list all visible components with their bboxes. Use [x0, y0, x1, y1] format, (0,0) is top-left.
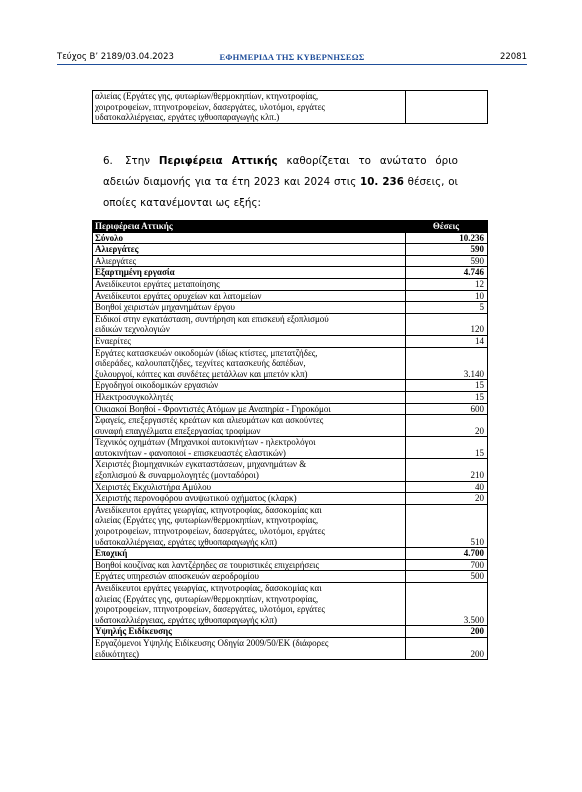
table-cell-value: 590 — [406, 244, 488, 256]
cell-line: Υψηλής Ειδίκευσης — [95, 626, 172, 637]
table-cell-value: 200 — [406, 626, 488, 638]
table-row — [93, 559, 488, 571]
table-header-row — [93, 221, 488, 233]
cell-line: Εποχική — [95, 548, 128, 559]
table-row — [93, 437, 488, 459]
table-cell-label — [93, 493, 406, 505]
cell-line: συναφή επαγγέλματα επεξεργασίας τροφίμων — [95, 425, 261, 436]
table-cell-label — [93, 481, 406, 493]
table-cell-label — [93, 583, 406, 626]
header-label: Περιφέρεια Αττικής — [93, 221, 406, 233]
cell-line: αλιείας (Εργάτες γης, φυτωρίων/θερμοκηπίων, κτηνοτροφίας, — [95, 91, 319, 101]
table-cell-value: 15 — [406, 380, 488, 392]
header-rule — [57, 64, 527, 65]
table-cell-value: 40 — [406, 481, 488, 493]
cell-line: Βοηθοί χειριστών μηχανημάτων έργου — [95, 302, 235, 313]
table-row — [93, 244, 488, 256]
table-row — [93, 626, 488, 638]
table-row — [93, 481, 488, 493]
table-cell-value: 510 — [406, 504, 488, 547]
cell-line: υδατοκαλλιέργειας, εργάτες ιχθυοπαραγωγής κλπ) — [95, 536, 277, 547]
table-cell-label — [93, 391, 406, 403]
cell-line: Ανειδίκευτοι εργάτες μεταποίησης — [95, 278, 220, 289]
table-row — [93, 267, 488, 279]
table-cell-value: 12 — [406, 278, 488, 290]
cell-line: υδατοκαλλιέργειας, εργάτες ιχθυοπαραγωγής κλπ) — [95, 614, 277, 625]
cell-line: ειδικότητες) — [95, 648, 139, 659]
table-cell-value: 4.746 — [406, 267, 488, 279]
cell-line: Οικιακοί Βοηθοί - Φροντιστές Ατόμων με Αναπηρία - Γηροκόμοι — [95, 403, 331, 414]
table-row — [93, 637, 488, 659]
table-cell-label — [93, 232, 406, 244]
total-positions: 10. 236 — [360, 176, 404, 188]
table-cell-value: 210 — [406, 459, 488, 481]
table-row — [93, 347, 488, 380]
cell-line: Εργαζόμενοι Υψηλής Ειδίκευσης Οδηγία 2009/50/ΕΚ (διάφορες — [95, 637, 329, 648]
paragraph-text: θέσεις, οι οποίες κατανέμονται ως εξής: — [103, 176, 458, 209]
table-cell-value: 500 — [406, 571, 488, 583]
table-cell-value: 700 — [406, 559, 488, 571]
cell-line: Σφαγείς, επεξεργαστές κρεάτων και αλιευμάτων και ασκούντες — [95, 415, 324, 426]
table-row — [93, 232, 488, 244]
table-row — [93, 493, 488, 505]
table-cell-label — [93, 313, 406, 335]
table-cell-label — [93, 347, 406, 380]
cell-line: Σύνολο — [95, 232, 123, 243]
cell-line: Ανειδίκευτοι εργάτες γεωργίας, κτηνοτροφίας, δασοκομίας και — [95, 583, 322, 593]
table-cell-value: 590 — [406, 255, 488, 267]
table-row — [93, 335, 488, 347]
table-row — [93, 255, 488, 267]
table-cell-value: 5 — [406, 302, 488, 314]
paragraph-number: 6. — [103, 155, 113, 167]
table-cell-value: 20 — [406, 415, 488, 437]
cell-line: Εξαρτημένη εργασία — [95, 267, 175, 278]
cell-line: Εργάτες υπηρεσιών αποσκευών αεροδρομίου — [95, 571, 259, 582]
cell-line: Χειριστής περονοφόρου ανυψωτικού οχήματος (κλαρκ) — [95, 493, 297, 504]
table-row — [93, 548, 488, 560]
cell-line: ειδικών τεχνολογιών — [95, 324, 170, 335]
cell-line: χοιροτροφείων, πτηνοτροφείων, δασεργάτες, υλοτόμοι, εργάτες — [95, 604, 325, 615]
table-cell-value: 600 — [406, 403, 488, 415]
table-cell-label — [93, 415, 406, 437]
cell-line: Ηλεκτροσυγκολλητές — [95, 391, 174, 402]
table-row — [93, 571, 488, 583]
table-cell-value: 4.700 — [406, 548, 488, 560]
header-value: Θέσεις — [406, 221, 488, 233]
cell-line: Εργοδηγοί οικοδομικών εργασιών — [95, 380, 219, 391]
table-cell-label — [93, 267, 406, 279]
cell-line: Χειριστές Εκχυλιστήρα Αμύλου — [95, 481, 212, 492]
cell-line: αυτοκινήτων - φανοποιοί - επισκευαστές ελαστικών) — [95, 447, 286, 458]
cell-line: Ανειδίκευτοι εργάτες ορυχείων και λατομείων — [95, 290, 262, 301]
table-cell-label — [93, 91, 406, 124]
table-cell-value: 10.236 — [406, 232, 488, 244]
cell-line: Χειριστές βιομηχανικών εγκαταστάσεων, μηχανημάτων & — [95, 459, 307, 470]
table-cell-label — [93, 637, 406, 659]
table-cell-value: 120 — [406, 313, 488, 335]
table-cell-label — [93, 559, 406, 571]
table-row — [93, 415, 488, 437]
table-cell-value: 15 — [406, 391, 488, 403]
cell-line: αλιείας (Εργάτες γης, φυτωρίων/θερμοκηπίων, κτηνοτροφίας, — [95, 515, 319, 526]
table-row — [93, 391, 488, 403]
table-row — [93, 403, 488, 415]
table-cell-value: 14 — [406, 335, 488, 347]
table-cell-value — [406, 91, 488, 124]
table-row — [93, 380, 488, 392]
table-cell-value: 15 — [406, 437, 488, 459]
cell-line: Ανειδίκευτοι εργάτες γεωργίας, κτηνοτροφίας, δασοκομίας και — [95, 504, 322, 515]
table-cell-label — [93, 278, 406, 290]
cell-line: υδατοκαλλιέργειας, εργάτες ιχθυοπαραγωγής κλπ.) — [95, 112, 280, 123]
issue-label: Τεύχος Β’ 2189/03.04.2023 — [57, 52, 174, 62]
allocation-table — [92, 220, 488, 660]
region-name: Περιφέρεια Αττικής — [158, 155, 278, 167]
table-cell-label — [93, 437, 406, 459]
paragraph-text: καθορίζεται το ανώτατο όριο αδειών διαμονής για τα έτη 2023 και 2024 στις — [103, 155, 458, 188]
table-row — [93, 278, 488, 290]
gazette-title: ΕΦΗΜΕΡΙΔΑ ΤΗΣ ΚΥΒΕΡΝΗΣΕΩΣ — [219, 52, 365, 62]
table-row — [93, 313, 488, 335]
cell-line: Τεχνικός οχημάτων (Μηχανικοί αυτοκινήτων - ηλεκτρολόγοι — [95, 437, 316, 448]
table-cell-value: 3.500 — [406, 583, 488, 626]
cell-line: ξυλουργοί, κόπτες και συνδέτες μετάλλων και μπετόν κλπ) — [95, 368, 308, 379]
cell-line: χοιροτροφείων, πτηνοτροφείων, δασεργάτες, υλοτόμοι, εργάτες — [95, 101, 325, 112]
table-cell-label — [93, 459, 406, 481]
table-cell-label — [93, 403, 406, 415]
cell-line: Ειδικοί στην εγκατάσταση, συντήρηση και επισκευή εξοπλισμού — [95, 313, 329, 324]
cell-line: σιδεράδες, καλουπατζήδες, τεχνίτες κατασκευής δαπέδων, — [95, 358, 306, 369]
table-cell-label — [93, 571, 406, 583]
cell-line: χοιροτροφείων, πτηνοτροφείων, δασεργάτες, υλοτόμοι, εργάτες — [95, 526, 325, 537]
table-row — [93, 290, 488, 302]
table-row — [93, 504, 488, 547]
table-cell-value: 3.140 — [406, 347, 488, 380]
table-cell-label — [93, 380, 406, 392]
table-cell-label — [93, 255, 406, 267]
table-cell-value: 10 — [406, 290, 488, 302]
table-cell-label — [93, 302, 406, 314]
table-row — [93, 91, 488, 124]
continued-table — [92, 90, 488, 124]
cell-line: Εργάτες κατασκευών οικοδομών (ιδίως κτίστες, μπετατζήδες, — [95, 347, 318, 358]
paragraph-text: Στην — [125, 155, 159, 167]
page-number: 22081 — [499, 52, 527, 62]
table-cell-label — [93, 335, 406, 347]
table-cell-label — [93, 626, 406, 638]
table-row — [93, 583, 488, 626]
cell-line: Βοηθοί κουζίνας και λαντζέρηδες σε τουριστικές επιχειρήσεις — [95, 559, 320, 570]
table-row — [93, 302, 488, 314]
table-cell-value: 20 — [406, 493, 488, 505]
cell-line: αλιείας (Εργάτες γης, φυτωρίων/θερμοκηπίων, κτηνοτροφίας, — [95, 593, 319, 604]
table-cell-label — [93, 244, 406, 256]
table-cell-value: 200 — [406, 637, 488, 659]
table-cell-label — [93, 290, 406, 302]
table-cell-label — [93, 504, 406, 547]
cell-line: Αλιεργάτες — [95, 255, 137, 266]
table-cell-label — [93, 548, 406, 560]
cell-line: εξοπλισμού & συναρμολογητές (μονταδόροι) — [95, 470, 259, 481]
table-row — [93, 459, 488, 481]
cell-line: Αλιεργάτες — [95, 244, 139, 255]
paragraph-6 — [103, 151, 458, 214]
cell-line: Εναερίτες — [95, 335, 131, 346]
